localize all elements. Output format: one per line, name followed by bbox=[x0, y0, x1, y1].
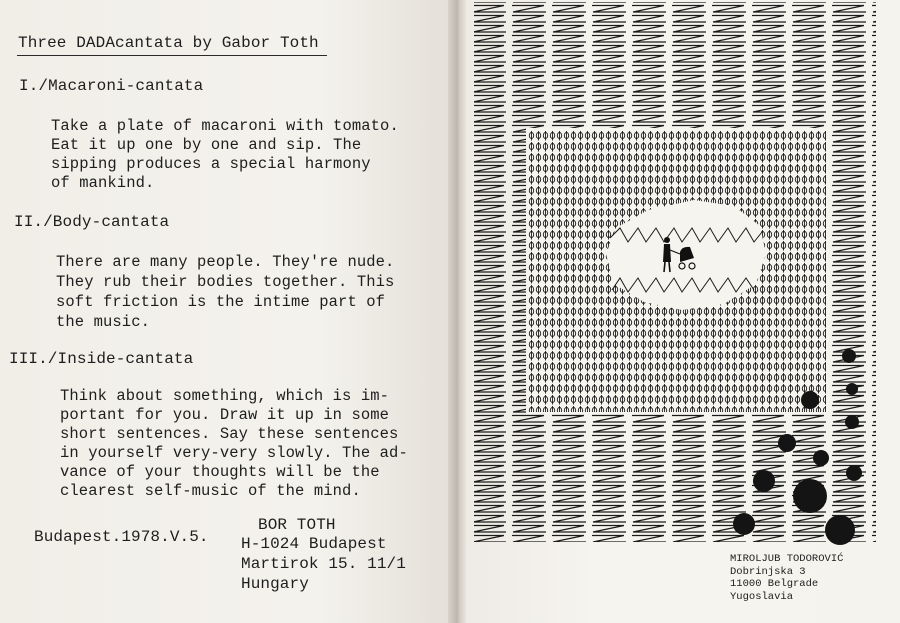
section-text-line: in yourself very-very slowly. The ad- bbox=[60, 444, 408, 462]
section-text-line: clearest self-music of the mind. bbox=[60, 482, 361, 500]
section-heading-inside: III./Inside-cantata bbox=[9, 350, 194, 368]
recipient-address-line: 11000 Belgrade bbox=[730, 578, 819, 590]
section-text-line: portant for you. Draw it up in some bbox=[60, 406, 390, 424]
section-text-line: soft friction is the intime part of bbox=[56, 293, 386, 311]
title-underline bbox=[17, 55, 327, 56]
sender-address-line: BOR TOTH bbox=[258, 516, 336, 534]
section-text-line: They rub their bodies together. This bbox=[56, 273, 395, 291]
recipient-address-line: MIROLJUB TODOROVIĆ bbox=[730, 553, 844, 565]
section-text-line: Think about something, which is im- bbox=[60, 387, 390, 405]
page-title: Three DADAcantata by Gabor Toth bbox=[18, 34, 319, 52]
recipient-address-line: Dobrinjska 3 bbox=[730, 565, 806, 578]
section-text-line: Eat it up one by one and sip. The bbox=[51, 136, 362, 154]
place-date: Budapest.1978.V.5. bbox=[34, 528, 209, 546]
sender-address-line: Martirok 15. 11/1 bbox=[241, 555, 406, 573]
section-heading-macaroni: I./Macaroni-cantata bbox=[19, 77, 204, 95]
section-text-line: sipping produces a special harmony bbox=[51, 155, 371, 173]
recipient-address bbox=[730, 553, 843, 603]
section-heading-body: II./Body-cantata bbox=[14, 213, 170, 231]
section-text-line: There are many people. They're nude. bbox=[56, 253, 395, 271]
sender-address-line: H-1024 Budapest bbox=[241, 535, 387, 553]
section-text-line: short sentences. Say these sentences bbox=[60, 425, 399, 443]
sender-address-line: Hungary bbox=[241, 575, 309, 593]
section-text-line: the music. bbox=[56, 313, 151, 331]
section-text-line: Take a plate of macaroni with tomato. bbox=[51, 117, 399, 135]
typewriter-art bbox=[470, 0, 882, 552]
section-text-line: of mankind. bbox=[51, 174, 155, 192]
recipient-address-line: Yugoslavia bbox=[730, 590, 794, 603]
section-text-line: vance of your thoughts will be the bbox=[60, 463, 380, 481]
book-gutter bbox=[448, 0, 468, 623]
